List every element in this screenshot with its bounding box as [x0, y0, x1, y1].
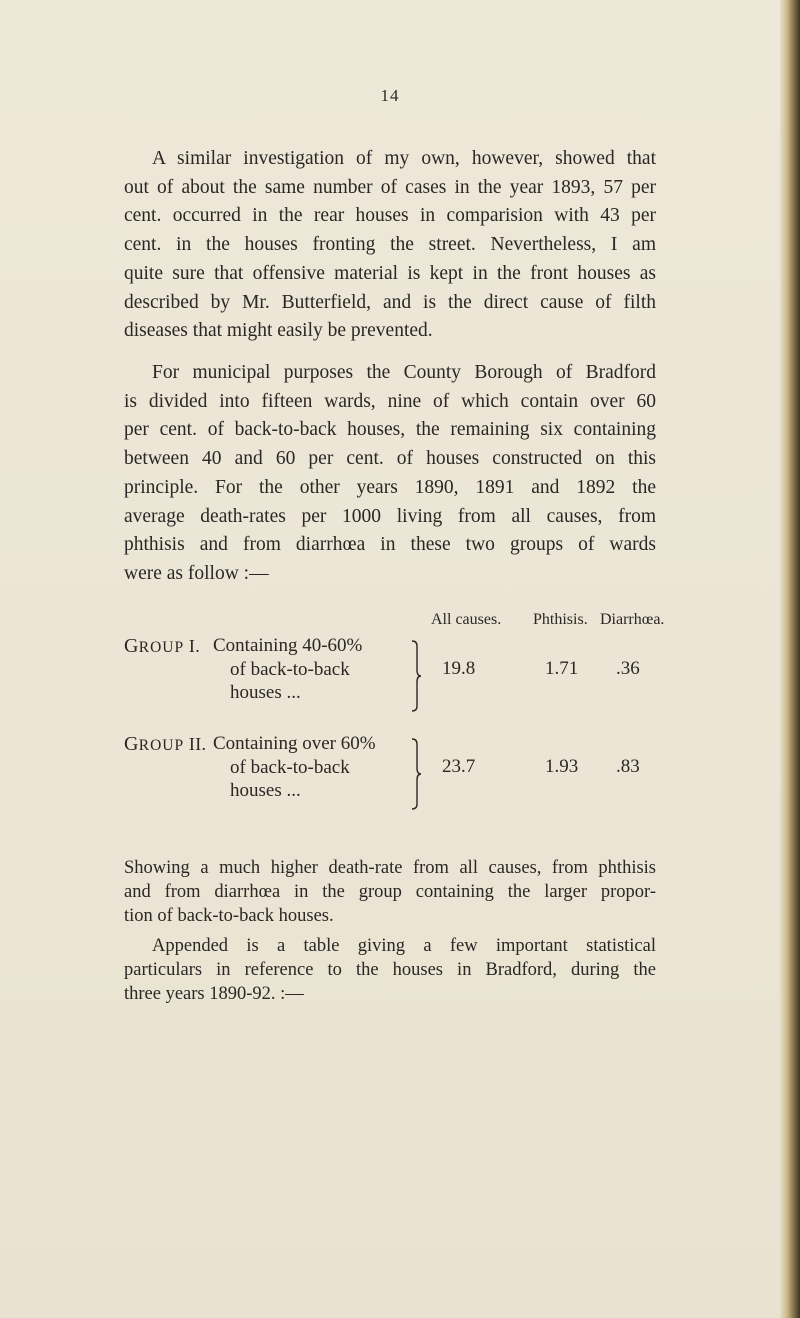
text-line: were as follow :—	[124, 562, 269, 584]
text-line: average death-rates per 1000 living from all causes, from	[124, 505, 656, 527]
paragraph-conclusion	[124, 856, 656, 928]
paragraph-wards	[124, 359, 656, 589]
value-phthisis: 1.71	[545, 658, 579, 679]
text-line: tion of back-to-back houses.	[124, 906, 334, 926]
text-line: quite sure that offensive material is kept in the front houses as	[124, 262, 656, 284]
text-line: cent. in the houses fronting the street. Nevertheless, I am	[124, 234, 656, 256]
text-line: between 40 and 60 per cent. of houses constructed on this	[124, 448, 656, 470]
text-line: diseases that might easily be prevented.	[124, 320, 433, 342]
page-number: 14	[380, 86, 400, 105]
group-description: Containing over 60% of back-to-back houses ...	[213, 733, 376, 801]
group-label: GROUP I.	[124, 635, 201, 657]
text-line: per cent. of back-to-back houses, the remaining six containing	[124, 419, 656, 441]
text-line: and from diarrhœa in the group containing the larger propor-	[124, 882, 656, 902]
brace-icon	[410, 640, 422, 712]
value-all-causes: 23.7	[442, 756, 476, 777]
text-line: phthisis and from diarrhœa in these two groups of wards	[124, 534, 656, 556]
text-line: A similar investigation of my own, however, showed that	[152, 148, 656, 169]
text-line: For municipal purposes the County Borough of Bradford	[152, 362, 656, 383]
text-line: particulars in reference to the houses in Bradford, during the	[124, 960, 656, 980]
value-diarrhoea: .36	[616, 658, 640, 679]
group-description: Containing 40-60% of back-to-back houses ...	[213, 635, 363, 703]
brace-icon	[410, 738, 422, 810]
group-label: GROUP II.	[124, 733, 207, 755]
value-all-causes: 19.8	[442, 658, 476, 679]
column-header-all-causes: All causes.	[431, 611, 502, 628]
text-line: Showing a much higher death-rate from all causes, from phthisis	[124, 858, 656, 878]
column-header-diarrhoea: Diarrhœa.	[600, 611, 665, 628]
text-line: Appended is a table giving a few important statistical	[152, 936, 656, 956]
text-line: described by Mr. Butterfield, and is the direct cause of filth	[124, 291, 656, 313]
paragraph-appended	[124, 934, 656, 1006]
text-line: cent. occurred in the rear houses in comparision with 43 per	[124, 205, 656, 227]
paragraph-investigation	[124, 145, 656, 346]
text-line: principle. For the other years 1890, 1891 and 1892 the	[124, 476, 656, 498]
column-header-phthisis: Phthisis.	[533, 611, 588, 628]
value-diarrhoea: .83	[616, 756, 640, 777]
value-phthisis: 1.93	[545, 756, 579, 777]
text-line: is divided into fifteen wards, nine of which contain over 60	[124, 390, 656, 412]
text-line: out of about the same number of cases in the year 1893, 57 per	[124, 176, 656, 198]
page-edge-shadow	[780, 0, 800, 1318]
text-line: three years 1890-92. :—	[124, 984, 304, 1004]
